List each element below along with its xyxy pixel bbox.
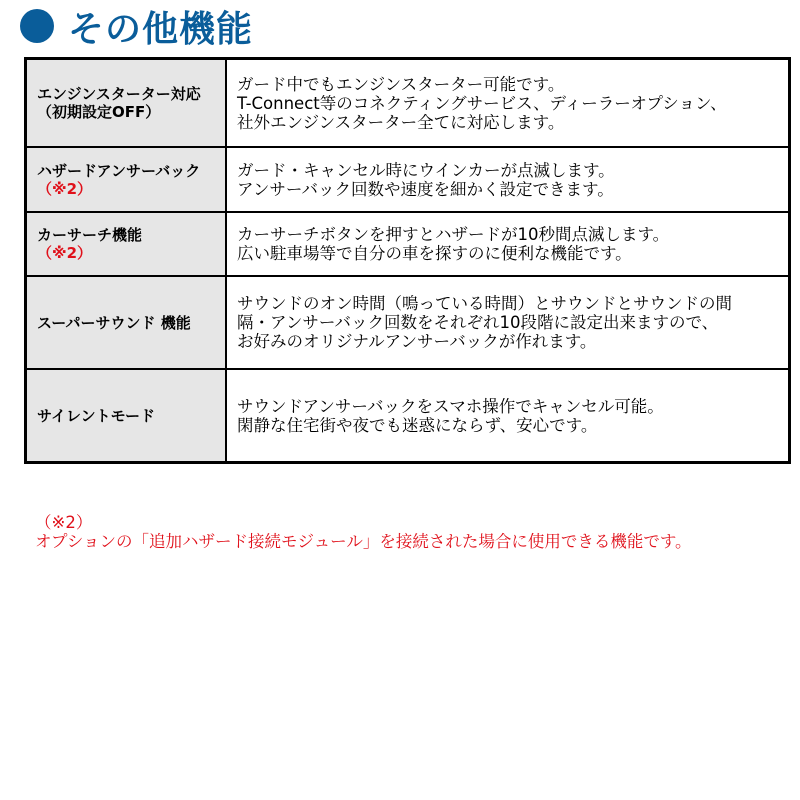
description-line: カーサーチボタンを押すとハザードが10秒間点滅します。 [237,225,670,244]
feature-description [226,276,790,369]
description-line: サウンドアンサーバックをスマホ操作でキャンセル可能。 [237,396,664,416]
feature-label [26,59,227,148]
feature-name: ハザードアンサーバック [37,161,201,180]
description-line: アンサーバック回数や速度を細かく設定できます。 [237,179,614,199]
feature-row-engine-starter [26,59,790,148]
feature-label [26,147,227,212]
description-line: T-Connect等のコネクティングサービス、ディーラーオプション、 [237,93,727,113]
description-line: ガード中でもエンジンスターター可能です。 [237,74,565,94]
bullet-circle-icon [20,9,54,43]
description-line: 隔・アンサーバック回数をそれぞれ10段階に設定出来ますので、 [237,313,719,332]
feature-label [26,212,227,276]
feature-sub: （初期設定OFF） [37,103,161,121]
description-line: サウンドのオン時間（鳴っている時間）とサウンドとサウンドの間 [237,294,732,313]
feature-description [226,59,790,148]
feature-name: サイレントモード [37,406,155,425]
section-title [18,2,253,50]
note-reference: （※2） [37,244,93,262]
features-table [24,57,791,464]
description-line: 広い駐車場等で自分の車を探すのに便利な機能です。 [237,244,632,263]
feature-label [26,369,227,463]
description-line: 閑静な住宅街や夜でも迷惑にならず、安心です。 [237,415,598,435]
note-reference: （※2） [37,179,93,198]
description-line: ガード・キャンセル時にウインカーが点滅します。 [237,160,615,180]
feature-row-silent-mode [26,369,790,463]
section-title-text: その他機能 [68,8,254,50]
description-line: 社外エンジンスターター全てに対応します。 [237,112,565,132]
feature-label [26,276,227,369]
feature-name: スーパーサウンド 機能 [37,313,191,332]
feature-name: エンジンスターター対応 [37,85,201,103]
footnote [35,513,692,551]
footnote-marker: （※2） [35,513,93,532]
feature-description [226,212,790,276]
feature-description [226,369,790,463]
feature-row-hazard-answerback [26,147,790,212]
footnote-text: オプションの「追加ハザード接続モジュール」を接続された場合に使用できる機能です。 [35,532,692,551]
feature-row-super-sound [26,276,790,369]
feature-name: カーサーチ機能 [37,226,143,244]
feature-description [226,147,790,212]
feature-row-car-search [26,212,790,276]
description-line: お好みのオリジナルアンサーバックが作れます。 [237,332,597,351]
